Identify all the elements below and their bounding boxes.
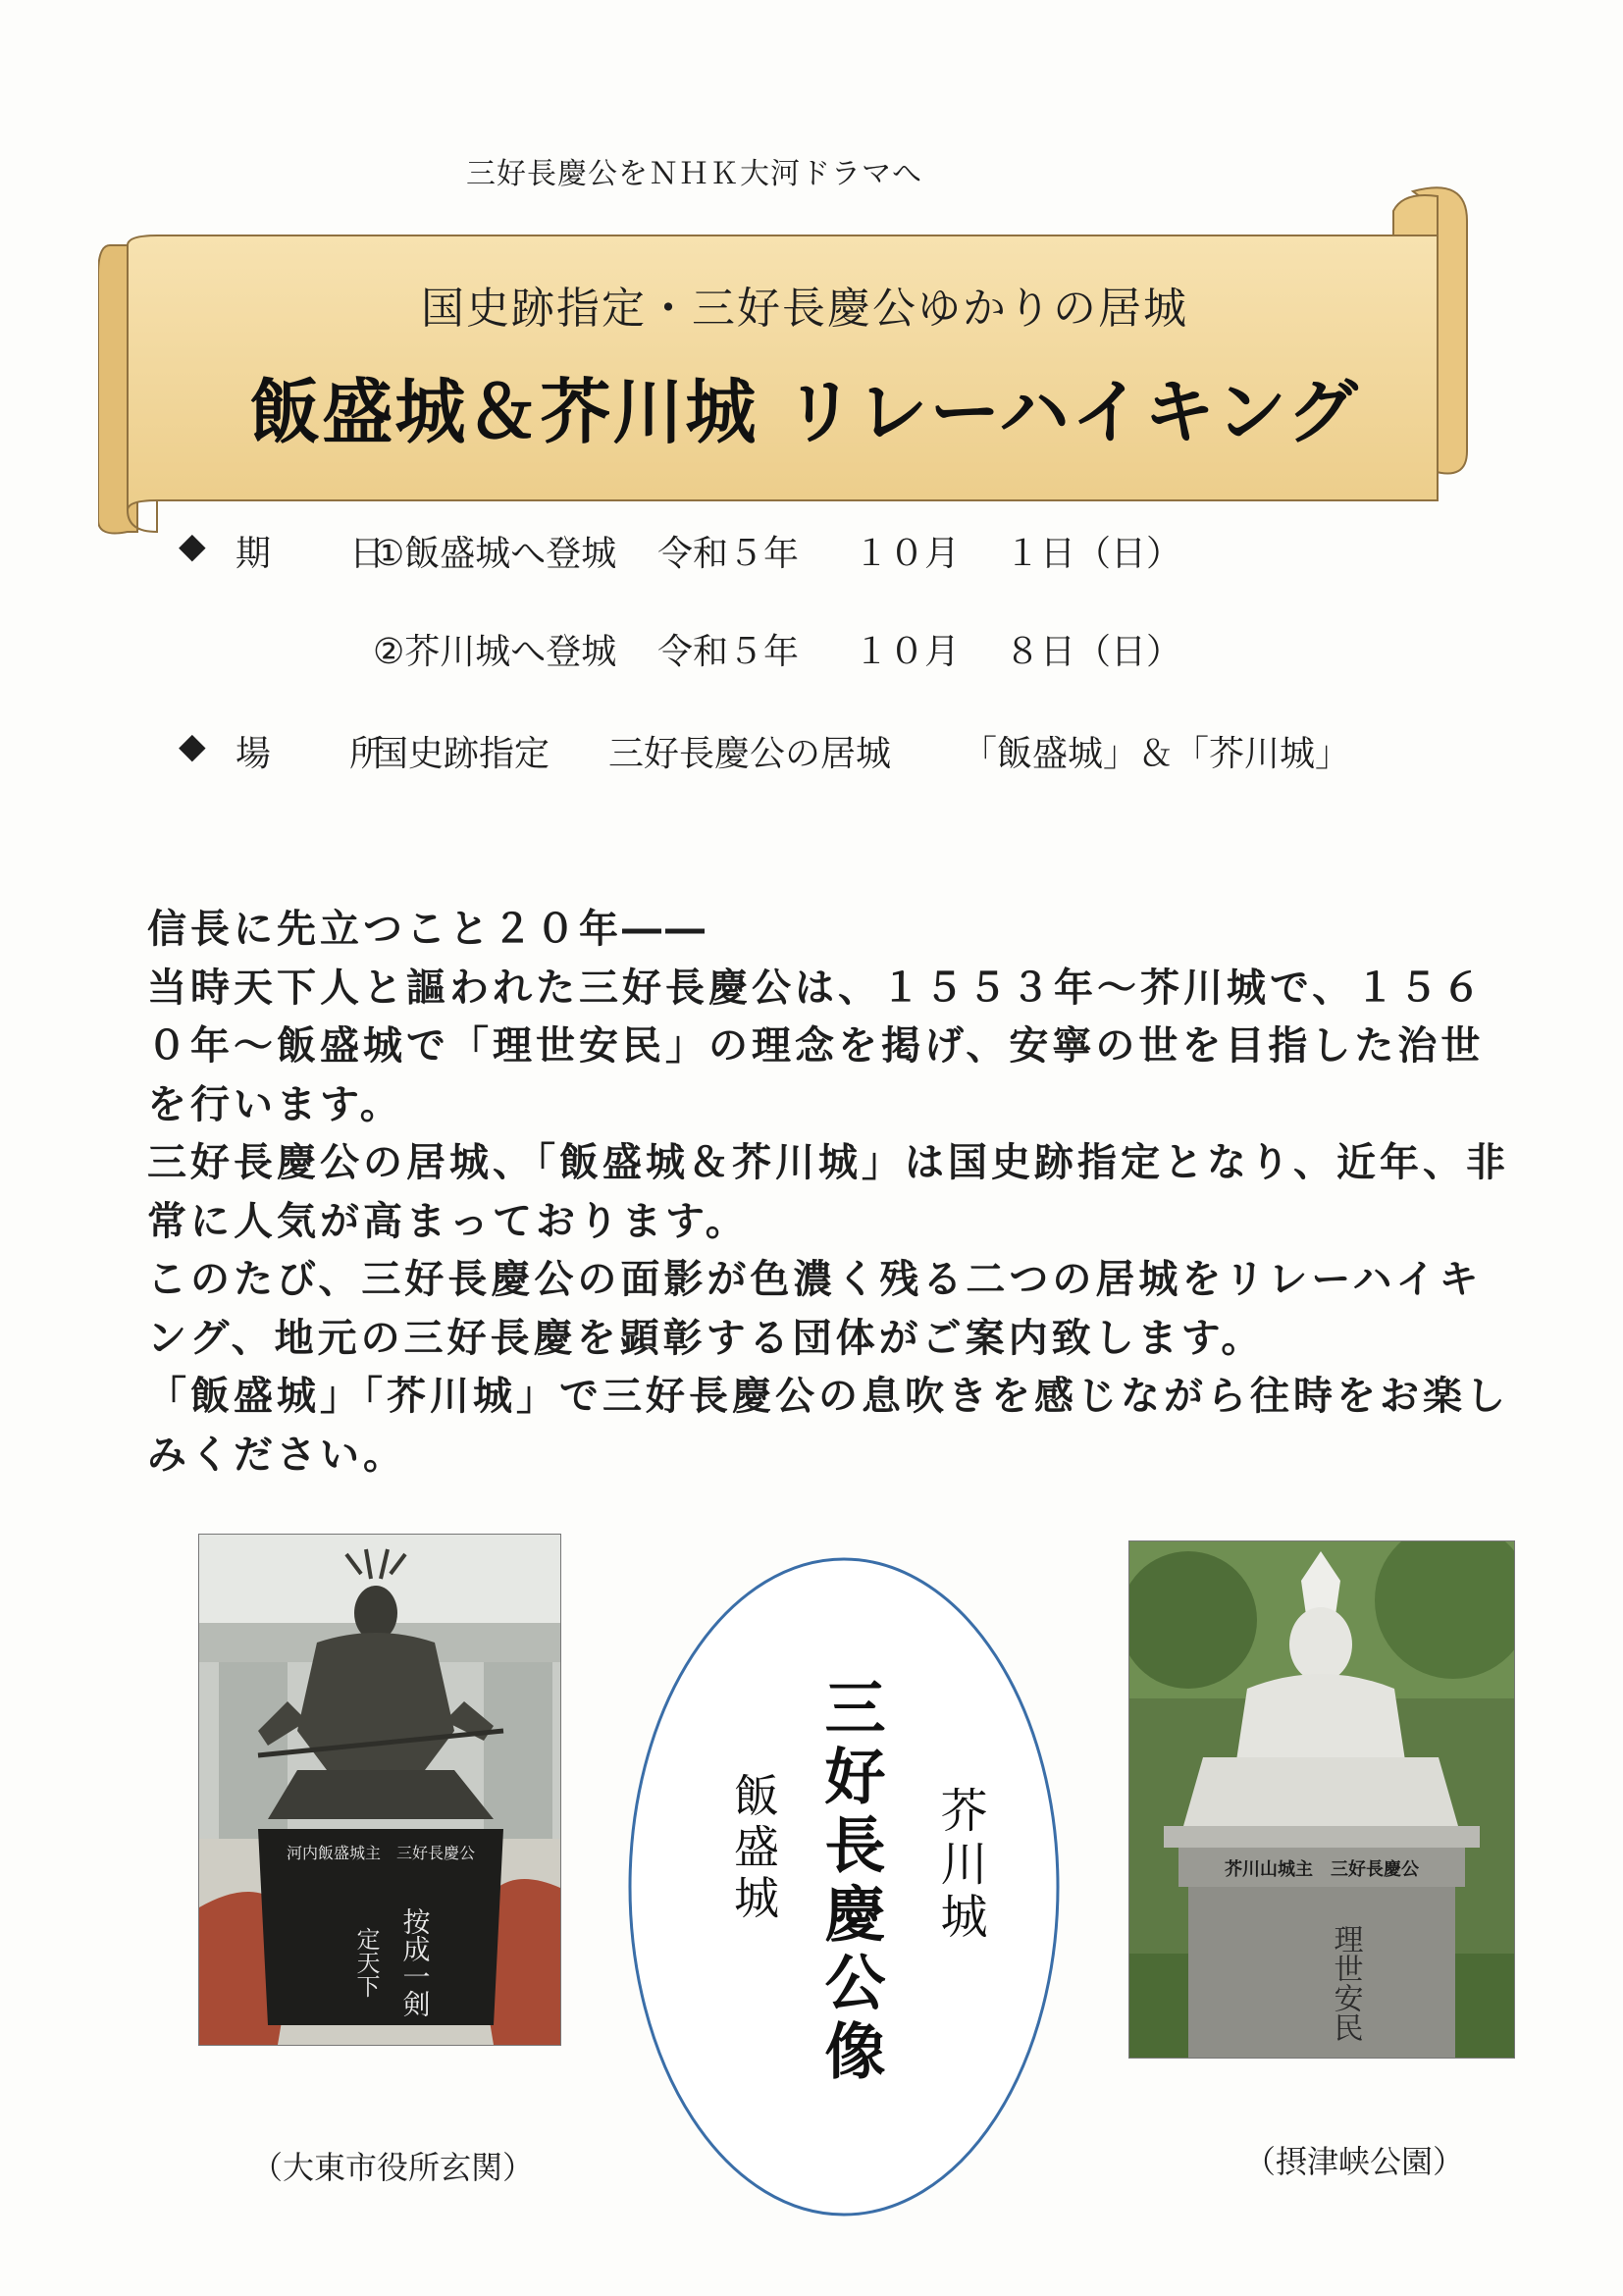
place-designation: 国史跡指定 bbox=[373, 734, 550, 774]
photo-settsukyo-park-statue bbox=[1128, 1540, 1515, 2059]
right-photo-caption: （摂津峡公園） bbox=[1244, 2143, 1465, 2180]
schedule-month: １０月 bbox=[854, 534, 961, 574]
left-plaque-inscription-1: 按成一剣 bbox=[398, 1907, 432, 2017]
schedule-row-2 bbox=[373, 624, 1181, 674]
right-plaque-header: 芥川山城主 三好長慶公 bbox=[1225, 1859, 1419, 1880]
left-plaque-inscription-2: 定天下 bbox=[352, 1927, 380, 1998]
tagline: 三好長慶公をＮＨＫ大河ドラマへ bbox=[466, 157, 922, 191]
place-label: 場 所 bbox=[236, 734, 407, 774]
right-plaque-inscription: 理世安民 bbox=[1328, 1924, 1363, 2042]
oval-right-text: 芥川城 bbox=[932, 1786, 987, 1945]
oval-left-text: 飯盛城 bbox=[727, 1772, 780, 1925]
bullet-diamond: ◆ bbox=[179, 526, 206, 566]
banner-title: 飯盛城＆芥川城 リレーハイキング bbox=[249, 371, 1360, 453]
schedule-row-1 bbox=[179, 526, 1181, 576]
place-row bbox=[179, 726, 1350, 776]
schedule-era: 令和５年 bbox=[657, 534, 800, 574]
photo-daito-city-hall-statue bbox=[198, 1534, 561, 2046]
schedule-day: ８日（日） bbox=[1005, 632, 1182, 672]
oval-main-text: 三好長慶公像 bbox=[814, 1676, 886, 2088]
bullet-diamond: ◆ bbox=[179, 726, 206, 766]
date-label: 期 日 bbox=[236, 534, 407, 574]
left-plaque-header: 河内飯盛城主 三好長慶公 bbox=[286, 1844, 476, 1862]
schedule-item: ①飯盛城へ登城 bbox=[373, 534, 617, 574]
schedule-month: １０月 bbox=[854, 632, 961, 672]
banner-subtitle: 国史跡指定・三好長慶公ゆかりの居城 bbox=[421, 284, 1188, 334]
place-residence: 三好長慶公の居城 bbox=[608, 734, 892, 774]
schedule-item: ②芥川城へ登城 bbox=[373, 632, 617, 672]
body-paragraph: このたび、三好長慶公の面影が色濃く残る二つの居城をリレーハイキング、地元の三好長慶を顕彰する団体がご案内致します。 bbox=[147, 1257, 1483, 1361]
body-paragraph: 当時天下人と謳われた三好長慶公は、１５５３年～芥川城で、１５６０年～飯盛城で「理世安民」の理念を掲げ、安寧の世を目指した治世を行います。 bbox=[147, 965, 1486, 1127]
place-castles: 「飯盛城」＆「芥川城」 bbox=[962, 734, 1351, 774]
body-text bbox=[147, 901, 1511, 1485]
left-photo-caption: （大東市役所玄関） bbox=[251, 2149, 535, 2186]
body-paragraph: 信長に先立つこと２０年―― bbox=[147, 907, 708, 952]
body-paragraph: 三好長慶公の居城、「飯盛城＆芥川城」は国史跡指定となり、近年、非常に人気が高まっております。 bbox=[147, 1140, 1509, 1244]
body-paragraph: 「飯盛城」「芥川城」で三好長慶公の息吹きを感じながら往時をお楽しみください。 bbox=[147, 1374, 1509, 1478]
schedule-day: １日（日） bbox=[1005, 534, 1182, 574]
schedule-era: 令和５年 bbox=[657, 632, 800, 672]
